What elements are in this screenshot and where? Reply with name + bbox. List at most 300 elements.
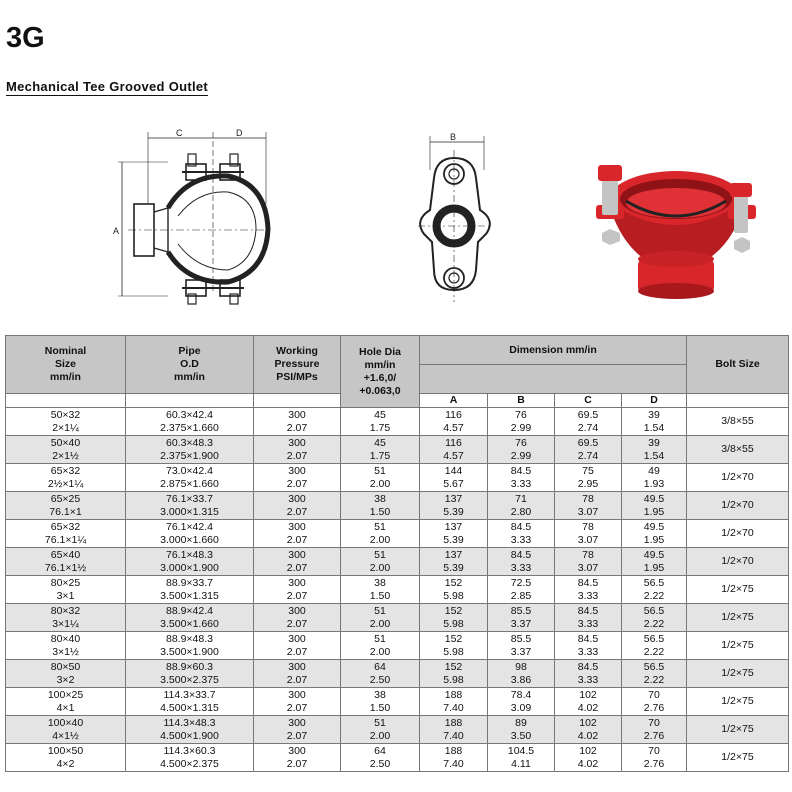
cell-c-in: 3.33 bbox=[577, 617, 599, 630]
cell-b-in: 3.33 bbox=[510, 561, 532, 574]
side-view-drawing bbox=[108, 124, 278, 309]
cell-size-in: 4×1½ bbox=[52, 729, 79, 742]
cell-b-mm: 84.5 bbox=[510, 521, 532, 533]
cell-d-in: 2.22 bbox=[643, 617, 665, 630]
cell-hole-mm: 51 bbox=[374, 549, 386, 561]
cell-od-mm: 88.9×33.7 bbox=[165, 577, 213, 589]
cell-c-mm: 102 bbox=[579, 745, 597, 757]
cell-b bbox=[488, 576, 555, 604]
cell-wp-in: 2.07 bbox=[286, 561, 308, 574]
cell-c bbox=[555, 548, 622, 576]
cell-b-in: 3.33 bbox=[510, 477, 532, 490]
dim-label-b: B bbox=[450, 132, 457, 142]
cell-c-in: 2.74 bbox=[577, 449, 599, 462]
cell-a-in: 5.98 bbox=[443, 589, 464, 602]
cell-od-in: 3.500×1.315 bbox=[160, 589, 219, 602]
cell-size-mm: 100×50 bbox=[47, 745, 84, 757]
cell-hole-in: 2.00 bbox=[369, 729, 391, 742]
cell-c-mm: 75 bbox=[582, 465, 594, 477]
front-view-drawing bbox=[412, 130, 498, 310]
cell-wp-mm: 300 bbox=[288, 465, 306, 477]
cell-c-mm: 78 bbox=[582, 549, 594, 561]
cell-a bbox=[420, 632, 488, 660]
cell-c-mm: 84.5 bbox=[577, 577, 599, 589]
cell-b bbox=[488, 716, 555, 744]
cell-od-in: 3.500×1.660 bbox=[160, 617, 219, 630]
cell-bolt-size: 1/2×70 bbox=[687, 464, 789, 492]
cell-b-in: 2.99 bbox=[510, 449, 532, 462]
cell-c-in: 3.33 bbox=[577, 645, 599, 658]
cell-b-mm: 84.5 bbox=[510, 549, 532, 561]
cell-b-in: 3.37 bbox=[510, 617, 532, 630]
cell-d-mm: 70 bbox=[648, 745, 660, 757]
table-row bbox=[6, 660, 789, 688]
cell-b-mm: 72.5 bbox=[510, 577, 532, 589]
cell-a bbox=[420, 520, 488, 548]
cell-od bbox=[126, 660, 254, 688]
cell-size-mm: 65×25 bbox=[50, 493, 81, 505]
cell-d-mm: 39 bbox=[648, 437, 660, 449]
cell-d-in: 1.95 bbox=[643, 505, 665, 518]
cell-b-mm: 85.5 bbox=[510, 605, 532, 617]
cell-c bbox=[555, 436, 622, 464]
cell-size bbox=[6, 660, 126, 688]
cell-bolt-size: 1/2×75 bbox=[687, 604, 789, 632]
cell-size-in: 2×1½ bbox=[52, 449, 79, 462]
cell-od bbox=[126, 408, 254, 436]
cell-d-in: 1.93 bbox=[643, 477, 665, 490]
cell-a-mm: 188 bbox=[444, 717, 463, 729]
cell-od-in: 3.500×2.375 bbox=[160, 673, 219, 686]
cell-d-mm: 56.5 bbox=[643, 633, 665, 645]
cell-bolt-size: 1/2×75 bbox=[687, 660, 789, 688]
dim-label-a: A bbox=[113, 226, 120, 236]
cell-b bbox=[488, 408, 555, 436]
cell-od bbox=[126, 548, 254, 576]
cell-od-in: 4.500×1.900 bbox=[160, 729, 219, 742]
cell-size-in: 76.1×1 bbox=[49, 505, 82, 518]
cell-wp bbox=[254, 716, 341, 744]
cell-hole-mm: 64 bbox=[374, 745, 386, 757]
cell-hole bbox=[341, 576, 420, 604]
cell-size-mm: 80×50 bbox=[50, 661, 81, 673]
cell-d bbox=[622, 632, 687, 660]
cell-wp-in: 2.07 bbox=[286, 505, 308, 518]
cell-wp bbox=[254, 520, 341, 548]
cell-c-mm: 69.5 bbox=[577, 409, 599, 421]
dim-letter-c: C bbox=[555, 394, 622, 408]
cell-b bbox=[488, 548, 555, 576]
cell-size-mm: 50×32 bbox=[50, 409, 81, 421]
cell-c-in: 2.74 bbox=[577, 421, 599, 434]
cell-a-in: 5.39 bbox=[443, 505, 464, 518]
cell-c bbox=[555, 492, 622, 520]
cell-size bbox=[6, 576, 126, 604]
header-dimension-spacer bbox=[420, 365, 687, 394]
cell-size-mm: 100×40 bbox=[47, 717, 84, 729]
cell-d bbox=[622, 492, 687, 520]
cell-d-in: 2.22 bbox=[643, 589, 665, 602]
cell-hole bbox=[341, 548, 420, 576]
gap-cell bbox=[254, 394, 341, 408]
cell-wp-mm: 300 bbox=[288, 605, 306, 617]
cell-a-in: 7.40 bbox=[443, 729, 464, 742]
cell-c bbox=[555, 408, 622, 436]
cell-wp-in: 2.07 bbox=[286, 617, 308, 630]
cell-c bbox=[555, 744, 622, 772]
cell-a bbox=[420, 744, 488, 772]
cell-od-in: 2.875×1.660 bbox=[160, 477, 219, 490]
cell-b-mm: 76 bbox=[515, 409, 527, 421]
cell-wp-in: 2.07 bbox=[286, 645, 308, 658]
cell-hole-mm: 51 bbox=[374, 633, 386, 645]
cell-b bbox=[488, 464, 555, 492]
cell-wp bbox=[254, 492, 341, 520]
cell-od bbox=[126, 716, 254, 744]
cell-d-in: 1.54 bbox=[643, 421, 665, 434]
cell-d bbox=[622, 604, 687, 632]
cell-c-mm: 84.5 bbox=[577, 661, 599, 673]
cell-size bbox=[6, 604, 126, 632]
cell-size bbox=[6, 632, 126, 660]
cell-size-mm: 65×32 bbox=[50, 465, 81, 477]
cell-d bbox=[622, 408, 687, 436]
cell-a-mm: 116 bbox=[445, 437, 462, 449]
cell-b-mm: 78.4 bbox=[510, 689, 532, 701]
cell-b-mm: 76 bbox=[515, 437, 527, 449]
cell-hole-in: 1.50 bbox=[369, 589, 391, 602]
cell-a-in: 5.98 bbox=[443, 617, 464, 630]
cell-size bbox=[6, 492, 126, 520]
cell-a bbox=[420, 464, 488, 492]
cell-c-in: 3.07 bbox=[577, 533, 599, 546]
cell-bolt-size: 1/2×70 bbox=[687, 548, 789, 576]
cell-od-mm: 60.3×48.3 bbox=[165, 437, 213, 449]
cell-a bbox=[420, 548, 488, 576]
cell-b-in: 4.11 bbox=[511, 757, 531, 770]
cell-c-mm: 84.5 bbox=[577, 633, 599, 645]
cell-wp bbox=[254, 576, 341, 604]
cell-d bbox=[622, 660, 687, 688]
cell-size-mm: 80×40 bbox=[50, 633, 81, 645]
cell-c-in: 3.33 bbox=[577, 673, 599, 686]
cell-b-in: 2.80 bbox=[510, 505, 532, 518]
cell-od bbox=[126, 688, 254, 716]
cell-hole-mm: 45 bbox=[374, 409, 386, 421]
cell-b bbox=[488, 436, 555, 464]
cell-hole bbox=[341, 464, 420, 492]
cell-a bbox=[420, 716, 488, 744]
cell-d-in: 2.76 bbox=[643, 701, 665, 714]
cell-wp-in: 2.07 bbox=[286, 477, 308, 490]
cell-od bbox=[126, 604, 254, 632]
cell-d-mm: 56.5 bbox=[643, 605, 665, 617]
product-title: Mechanical Tee Grooved Outlet bbox=[6, 79, 209, 94]
cell-c-mm: 69.5 bbox=[577, 437, 599, 449]
cell-wp-in: 2.07 bbox=[286, 589, 308, 602]
cell-b-mm: 84.5 bbox=[510, 465, 532, 477]
cell-wp bbox=[254, 548, 341, 576]
gap-cell bbox=[126, 394, 254, 408]
cell-a-mm: 152 bbox=[444, 577, 463, 589]
table-row bbox=[6, 408, 789, 436]
cell-a-mm: 144 bbox=[444, 465, 463, 477]
cell-bolt-size: 1/2×70 bbox=[687, 492, 789, 520]
cell-size-in: 76.1×1½ bbox=[44, 561, 87, 574]
cell-od-in: 3.000×1.315 bbox=[160, 505, 219, 518]
cell-size-mm: 100×25 bbox=[47, 689, 84, 701]
cell-od-mm: 60.3×42.4 bbox=[165, 409, 213, 421]
cell-hole-in: 2.00 bbox=[369, 561, 391, 574]
cell-d bbox=[622, 436, 687, 464]
table-row bbox=[6, 744, 789, 772]
cell-hole-mm: 38 bbox=[374, 577, 386, 589]
cell-b-in: 2.85 bbox=[510, 589, 532, 602]
cell-wp-in: 2.07 bbox=[286, 729, 308, 742]
cell-d-in: 1.54 bbox=[643, 449, 665, 462]
cell-b-in: 3.86 bbox=[510, 673, 532, 686]
cell-b-mm: 104.5 bbox=[507, 745, 535, 757]
cell-wp bbox=[254, 660, 341, 688]
cell-c-in: 4.02 bbox=[577, 729, 599, 742]
cell-b bbox=[488, 492, 555, 520]
dim-letter-b: B bbox=[488, 394, 555, 408]
table-row bbox=[6, 520, 789, 548]
table-row bbox=[6, 604, 789, 632]
cell-wp-in: 2.07 bbox=[286, 449, 308, 462]
cell-hole bbox=[341, 632, 420, 660]
cell-size-mm: 50×40 bbox=[50, 437, 81, 449]
cell-d bbox=[622, 744, 687, 772]
table-row bbox=[6, 436, 789, 464]
cell-od-in: 4.500×2.375 bbox=[160, 757, 219, 770]
cell-od bbox=[126, 520, 254, 548]
header-text: Nominal bbox=[44, 345, 87, 357]
cell-hole-mm: 64 bbox=[374, 661, 386, 673]
header-row bbox=[6, 336, 789, 365]
header-text: mm/in bbox=[50, 371, 81, 383]
cell-hole-mm: 38 bbox=[374, 493, 386, 505]
cell-a-mm: 137 bbox=[444, 549, 463, 561]
cell-size bbox=[6, 408, 126, 436]
cell-d bbox=[622, 716, 687, 744]
header-text: +1.6,0/ bbox=[363, 371, 397, 384]
cell-b bbox=[488, 604, 555, 632]
cell-hole bbox=[341, 436, 420, 464]
cell-od-mm: 76.1×48.3 bbox=[165, 549, 213, 561]
cell-d bbox=[622, 520, 687, 548]
cell-hole bbox=[341, 604, 420, 632]
table-row bbox=[6, 576, 789, 604]
cell-wp-mm: 300 bbox=[288, 409, 306, 421]
cell-hole-in: 1.50 bbox=[369, 505, 391, 518]
cell-bolt-size: 1/2×75 bbox=[687, 688, 789, 716]
cell-a-mm: 152 bbox=[444, 605, 463, 617]
cell-wp bbox=[254, 408, 341, 436]
cell-od bbox=[126, 464, 254, 492]
cell-od bbox=[126, 576, 254, 604]
cell-size-mm: 65×32 bbox=[50, 521, 81, 533]
cell-od-in: 2.375×1.900 bbox=[160, 449, 219, 462]
cell-od-in: 3.000×1.660 bbox=[160, 533, 219, 546]
cell-a-in: 5.67 bbox=[443, 477, 464, 490]
header-text: Pipe bbox=[178, 345, 201, 357]
cell-b-in: 3.33 bbox=[510, 533, 532, 546]
product-photo bbox=[590, 135, 762, 305]
cell-c-in: 4.02 bbox=[577, 701, 599, 714]
header-text: Pressure bbox=[274, 358, 320, 370]
cell-a bbox=[420, 408, 488, 436]
product-code: 3G bbox=[6, 22, 45, 54]
cell-wp-in: 2.07 bbox=[286, 421, 308, 434]
cell-hole bbox=[341, 716, 420, 744]
cell-a bbox=[420, 688, 488, 716]
cell-od-mm: 73.0×42.4 bbox=[165, 465, 213, 477]
cell-bolt-size: 1/2×75 bbox=[687, 632, 789, 660]
cell-b-in: 3.09 bbox=[510, 701, 532, 714]
cell-c-in: 3.07 bbox=[577, 505, 599, 518]
header-text: Hole Dia bbox=[358, 345, 401, 358]
dim-label-d: D bbox=[236, 128, 243, 138]
header-working-pressure bbox=[254, 336, 341, 394]
cell-wp-mm: 300 bbox=[288, 745, 306, 757]
cell-d-in: 2.22 bbox=[643, 673, 665, 686]
cell-bolt-size: 1/2×75 bbox=[687, 576, 789, 604]
cell-d-in: 1.95 bbox=[643, 533, 665, 546]
cell-a-mm: 116 bbox=[445, 409, 462, 421]
cell-od bbox=[126, 436, 254, 464]
cell-b bbox=[488, 632, 555, 660]
cell-wp bbox=[254, 464, 341, 492]
cell-size-in: 3×1 bbox=[56, 589, 75, 602]
cell-hole bbox=[341, 520, 420, 548]
cell-bolt-size: 3/8×55 bbox=[687, 408, 789, 436]
cell-size-in: 4×1 bbox=[56, 701, 75, 714]
cell-od bbox=[126, 744, 254, 772]
cell-hole-in: 2.50 bbox=[369, 757, 391, 770]
cell-wp-mm: 300 bbox=[288, 521, 306, 533]
cell-size bbox=[6, 716, 126, 744]
cell-c bbox=[555, 464, 622, 492]
dim-letter-a: A bbox=[420, 394, 488, 408]
cell-wp bbox=[254, 688, 341, 716]
cell-a-mm: 152 bbox=[444, 633, 463, 645]
cell-bolt-size: 3/8×55 bbox=[687, 436, 789, 464]
cell-hole bbox=[341, 408, 420, 436]
cell-a-in: 4.57 bbox=[443, 449, 464, 462]
table-row bbox=[6, 492, 789, 520]
cell-size-mm: 80×32 bbox=[50, 605, 81, 617]
cell-od-mm: 114.3×33.7 bbox=[163, 689, 216, 701]
cell-hole-mm: 51 bbox=[374, 717, 386, 729]
cell-hole bbox=[341, 688, 420, 716]
cell-size bbox=[6, 436, 126, 464]
cell-c bbox=[555, 604, 622, 632]
cell-c bbox=[555, 688, 622, 716]
cell-d-mm: 56.5 bbox=[643, 577, 665, 589]
cell-size-in: 2×1¼ bbox=[52, 421, 79, 434]
cell-od-mm: 88.9×48.3 bbox=[165, 633, 213, 645]
cell-b-mm: 85.5 bbox=[510, 633, 532, 645]
dim-label-c: C bbox=[176, 128, 183, 138]
cell-d-mm: 70 bbox=[648, 689, 660, 701]
cell-d-mm: 49.5 bbox=[643, 493, 665, 505]
cell-od-mm: 114.3×60.3 bbox=[163, 745, 216, 757]
cell-c-in: 4.02 bbox=[577, 757, 599, 770]
cell-b-in: 3.37 bbox=[510, 645, 532, 658]
cell-od-in: 2.375×1.660 bbox=[160, 421, 219, 434]
cell-a-mm: 137 bbox=[444, 521, 463, 533]
header-pipe-od bbox=[126, 336, 254, 394]
cell-size-mm: 65×40 bbox=[50, 549, 81, 561]
cell-a-mm: 188 bbox=[444, 745, 463, 757]
header-text: Working bbox=[276, 345, 318, 357]
header-bolt-size: Bolt Size bbox=[687, 336, 789, 394]
cell-od-in: 3.500×1.900 bbox=[160, 645, 219, 658]
cell-a-in: 5.39 bbox=[443, 533, 464, 546]
cell-c-in: 2.95 bbox=[577, 477, 599, 490]
cell-hole-mm: 38 bbox=[374, 689, 386, 701]
cell-d bbox=[622, 576, 687, 604]
cell-d-mm: 49 bbox=[648, 465, 660, 477]
cell-hole-in: 2.00 bbox=[369, 645, 391, 658]
cell-a-mm: 152 bbox=[444, 661, 463, 673]
cell-size-in: 3×1¼ bbox=[52, 617, 79, 630]
cell-wp bbox=[254, 632, 341, 660]
header-text: PSI/MPs bbox=[276, 371, 318, 383]
header-text: +0.063,0 bbox=[359, 384, 401, 397]
cell-a-in: 7.40 bbox=[443, 701, 464, 714]
cell-a-in: 5.98 bbox=[443, 673, 464, 686]
cell-c bbox=[555, 576, 622, 604]
cell-d-mm: 56.5 bbox=[643, 661, 665, 673]
cell-size-in: 76.1×1¼ bbox=[44, 533, 87, 546]
cell-wp-mm: 300 bbox=[288, 689, 306, 701]
table-row bbox=[6, 632, 789, 660]
cell-d-mm: 49.5 bbox=[643, 549, 665, 561]
cell-bolt-size: 1/2×70 bbox=[687, 520, 789, 548]
cell-c-mm: 78 bbox=[582, 521, 594, 533]
cell-a-in: 5.98 bbox=[443, 645, 464, 658]
cell-b bbox=[488, 744, 555, 772]
dim-letter-d: D bbox=[622, 394, 687, 408]
spec-table bbox=[5, 335, 789, 772]
cell-c-mm: 84.5 bbox=[577, 605, 599, 617]
cell-a bbox=[420, 436, 488, 464]
cell-bolt-size: 1/2×75 bbox=[687, 716, 789, 744]
cell-b bbox=[488, 688, 555, 716]
cell-a bbox=[420, 604, 488, 632]
header-hole-dia bbox=[341, 336, 420, 408]
cell-d bbox=[622, 688, 687, 716]
header-text: Size bbox=[54, 358, 76, 370]
cell-d-mm: 39 bbox=[648, 409, 660, 421]
cell-c-in: 3.33 bbox=[577, 589, 599, 602]
cell-size bbox=[6, 744, 126, 772]
cell-d bbox=[622, 548, 687, 576]
cell-od bbox=[126, 632, 254, 660]
cell-wp bbox=[254, 604, 341, 632]
spec-body bbox=[6, 408, 789, 772]
cell-wp-mm: 300 bbox=[288, 661, 306, 673]
cell-d-in: 2.76 bbox=[643, 729, 665, 742]
cell-a bbox=[420, 660, 488, 688]
cell-wp-in: 2.07 bbox=[286, 757, 308, 770]
cell-wp-in: 2.07 bbox=[286, 533, 308, 546]
cell-b-in: 3.50 bbox=[510, 729, 532, 742]
cell-size-in: 2½×1¼ bbox=[47, 477, 84, 490]
cell-d-in: 2.76 bbox=[643, 757, 665, 770]
